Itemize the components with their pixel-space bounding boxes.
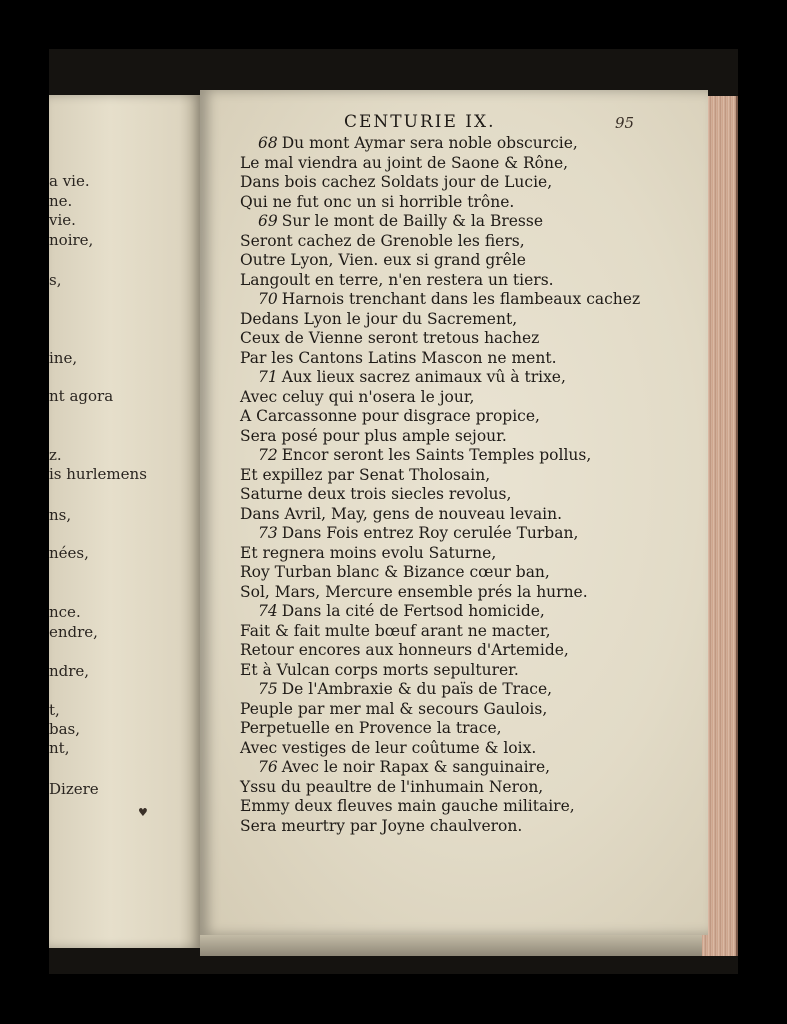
quatrain-text: Et expillez par Senat Tholosain, (240, 465, 491, 484)
century-title: CENTURIE IX. (344, 112, 496, 132)
quatrain-text: Du mont Aymar sera noble obscurcie, (281, 134, 578, 152)
quatrain-line (240, 758, 700, 778)
quatrain-text: Perpetuelle en Provence la trace, (240, 719, 502, 737)
quatrain-text: Et regnera moins evolu Saturne, (240, 543, 497, 562)
page-header (240, 112, 700, 134)
quatrain-line (240, 407, 700, 427)
quatrain-text: Roy Turban blanc & Bizance cœur ban, (240, 563, 550, 581)
quatrain-text: Outre Lyon, Vien. eux si grand grêle (240, 251, 526, 269)
left-fragment: nce. (49, 603, 81, 621)
left-fragment: a vie. (49, 172, 90, 190)
quatrain-text: Harnois trenchant dans les flambeaux cachez (281, 290, 641, 308)
left-page-text (49, 95, 201, 948)
quatrain-line (240, 485, 700, 505)
left-fragment: noire, (49, 231, 94, 249)
quatrain-line (240, 446, 700, 466)
quatrain-line (240, 505, 700, 525)
quatrain-line (240, 427, 700, 447)
quatrain-line (240, 544, 700, 564)
quatrain-text: Ceux de Vienne seront tretous hachez (240, 329, 540, 347)
quatrain-line (240, 817, 700, 837)
quatrain-line (240, 583, 700, 603)
quatrain-text: Peuple par mer mal & secours Gaulois, (240, 699, 548, 718)
quatrain-line (240, 368, 700, 388)
left-fragment: ine, (49, 349, 78, 367)
quatrain-line (240, 212, 700, 232)
quatrain-line (240, 622, 700, 642)
quatrain-number: 71 (258, 368, 278, 386)
quatrain-line (240, 700, 700, 720)
quatrain-number: 74 (258, 602, 278, 620)
quatrain-text: Dans la cité de Fertsod homicide, (281, 602, 545, 620)
left-fragment: nt agora (49, 387, 114, 405)
quatrain-line (240, 251, 700, 271)
quatrain-text: Encor seront les Saints Temples pollus, (281, 446, 592, 464)
quatrain-line (240, 466, 700, 486)
quatrain-text: Sur le mont de Bailly & la Bresse (281, 212, 544, 230)
quatrain-number: 68 (258, 134, 278, 152)
quatrain-text: Par les Cantons Latins Mascon ne ment. (240, 348, 557, 367)
quatrain-text: Dans Fois entrez Roy cerulée Turban, (281, 524, 579, 542)
left-fragment: is hurlemens (49, 465, 147, 483)
quatrain-text: Dans Avril, May, gens de nouveau levain. (240, 504, 563, 523)
quatrain-line (240, 524, 700, 544)
quatrain-line (240, 661, 700, 681)
quatrain-line (240, 310, 700, 330)
quatrain-line (240, 154, 700, 174)
ink-blot-icon: ♥ (138, 806, 148, 819)
quatrain-line (240, 193, 700, 213)
quatrain-text: Dans bois cachez Soldats jour de Lucie, (240, 173, 553, 191)
quatrain-line (240, 290, 700, 310)
quatrain-text: Sera posé pour plus ample sejour. (240, 426, 507, 445)
quatrain-number: 73 (258, 524, 278, 542)
left-fragment: endre, (49, 623, 98, 641)
quatrain-text: A Carcassonne pour disgrace propice, (240, 407, 540, 425)
quatrain-text: Emmy deux fleuves main gauche militaire, (240, 797, 575, 815)
quatrain-line (240, 719, 700, 739)
quatrain-line (240, 271, 700, 291)
quatrain-line (240, 641, 700, 661)
left-fragment: bas, (49, 720, 81, 738)
left-fragment: ne. (49, 192, 73, 210)
page-number: 95 (615, 114, 635, 132)
quatrain-text: Yssu du peaultre de l'inhumain Neron, (240, 777, 544, 796)
quatrain-text: Retour encores aux honneurs d'Artemide, (240, 641, 569, 659)
left-fragment: t, (49, 701, 60, 719)
quatrain-text: Fait & fait multe bœuf arant ne macter, (240, 621, 551, 640)
quatrain-list (240, 134, 700, 836)
quatrain-line (240, 602, 700, 622)
quatrain-text: Et à Vulcan corps morts sepulturer. (240, 660, 519, 679)
quatrain-line (240, 680, 700, 700)
quatrain-text: Sera meurtry par Joyne chaulveron. (240, 816, 523, 835)
quatrain-text: Seront cachez de Grenoble les fiers, (240, 231, 525, 250)
left-fragment: vie. (49, 211, 76, 229)
quatrain-text: Avec celuy qui n'osera le jour, (240, 387, 475, 406)
left-fragment: s, (49, 271, 62, 289)
quatrain-number: 72 (258, 446, 278, 464)
left-fragment: Dizere (49, 780, 99, 798)
quatrain-line (240, 134, 700, 154)
quatrain-number: 76 (258, 758, 278, 776)
quatrain-text: Aux lieux sacrez animaux vû à trixe, (281, 368, 566, 386)
quatrain-text: Langoult en terre, n'en restera un tiers. (240, 270, 554, 289)
quatrain-line (240, 739, 700, 759)
left-fragment: ndre, (49, 662, 90, 680)
quatrain-line (240, 778, 700, 798)
quatrain-line (240, 232, 700, 252)
quatrain-line (240, 388, 700, 408)
left-fragment: z. (49, 446, 62, 464)
quatrain-number: 69 (258, 212, 278, 230)
quatrain-text: Sol, Mars, Mercure ensemble prés la hurne. (240, 582, 588, 601)
quatrain-text: Le mal viendra au joint de Saone & Rône, (240, 153, 569, 172)
quatrain-line (240, 173, 700, 193)
quatrain-text: Avec le noir Rapax & sanguinaire, (281, 758, 551, 776)
quatrain-text: Qui ne fut onc un si horrible trône. (240, 192, 515, 211)
quatrain-line (240, 349, 700, 369)
quatrain-text: Saturne deux trois siecles revolus, (240, 485, 512, 503)
left-fragment: ns, (49, 506, 72, 524)
quatrain-line (240, 329, 700, 349)
quatrain-text: Dedans Lyon le jour du Sacrement, (240, 309, 518, 328)
left-fragment: nées, (49, 544, 89, 562)
left-fragment: nt, (49, 739, 70, 757)
quatrain-text: De l'Ambraxie & du païs de Trace, (281, 680, 553, 698)
right-page-text (240, 112, 700, 836)
quatrain-line (240, 797, 700, 817)
quatrain-number: 75 (258, 680, 278, 698)
quatrain-line (240, 563, 700, 583)
quatrain-text: Avec vestiges de leur coûtume & loix. (240, 738, 537, 757)
quatrain-number: 70 (258, 290, 278, 308)
